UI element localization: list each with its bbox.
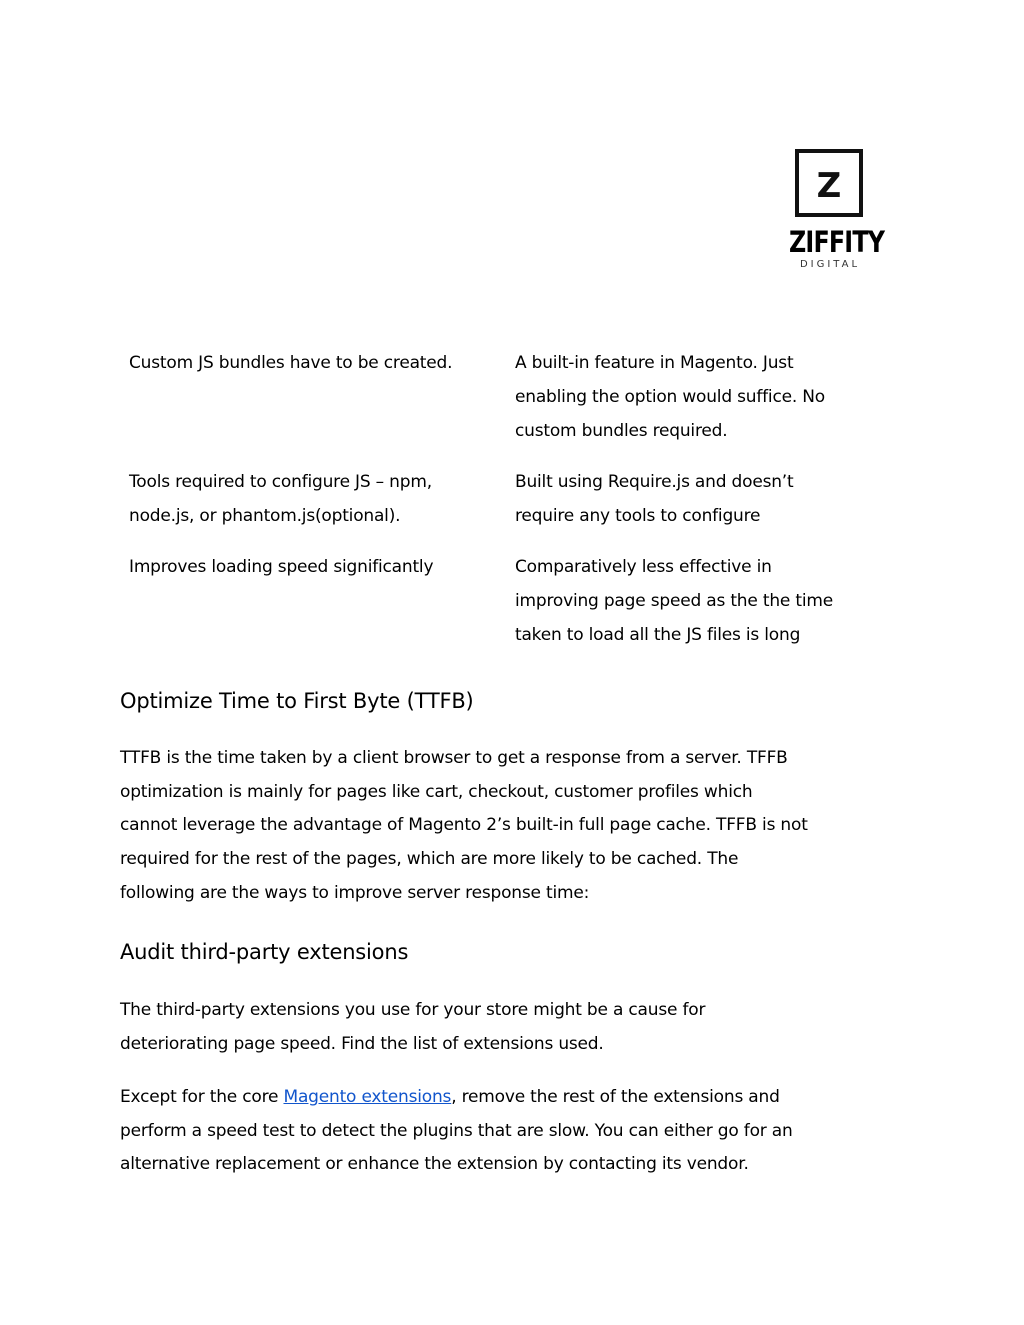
table-cell-right xyxy=(515,465,899,533)
cell-line: enabling the option would suffice. No xyxy=(515,387,825,407)
cell-line: custom bundles required. xyxy=(515,421,728,441)
comparison-table xyxy=(129,346,899,669)
logo-wordmark: ZIFFITY xyxy=(789,225,885,259)
cell-line: taken to load all the JS files is long xyxy=(515,625,801,645)
cell-line: Custom JS bundles have to be created. xyxy=(129,353,453,373)
cell-line: Improves loading speed significantly xyxy=(129,557,434,577)
text-prefix: Except for the core xyxy=(120,1087,284,1107)
logo-mark-letter: Z xyxy=(816,166,842,206)
text-suffix: , remove the rest of the extensions and xyxy=(451,1087,780,1107)
paragraph-line: TTFB is the time taken by a client browser to get a response from a server. TFFB xyxy=(120,748,788,768)
ziffity-logo xyxy=(780,148,885,272)
paragraph-line: The third-party extensions you use for your store might be a cause for xyxy=(120,1000,706,1020)
table-row xyxy=(129,346,899,448)
cell-line: require any tools to configure xyxy=(515,506,761,526)
table-cell-left xyxy=(129,346,515,448)
table-row xyxy=(129,465,899,533)
paragraph-audit-remove xyxy=(120,1081,910,1182)
paragraph-line: perform a speed test to detect the plugins that are slow. You can either go for an xyxy=(120,1120,793,1141)
paragraph-line: cannot leverage the advantage of Magento 2’s built-in full page cache. TFFB is not xyxy=(120,815,808,836)
logo-mark-icon xyxy=(780,148,880,224)
table-cell-left xyxy=(129,465,515,533)
cell-line: Tools required to configure JS – npm, xyxy=(129,472,432,492)
table-row xyxy=(129,550,899,652)
paragraph-line: following are the ways to improve server response time: xyxy=(120,882,590,903)
heading-ttfb: Optimize Time to First Byte (TTFB) xyxy=(120,689,474,713)
magento-extensions-link[interactable]: Magento extensions xyxy=(283,1087,452,1107)
table-cell-left xyxy=(129,550,515,652)
cell-line: Built using Require.js and doesn’t xyxy=(515,472,794,492)
paragraph-line: alternative replacement or enhance the extension by contacting its vendor. xyxy=(120,1154,749,1175)
paragraph-line: deteriorating page speed. Find the list of extensions used. xyxy=(120,1033,604,1054)
cell-line: node.js, or phantom.js(optional). xyxy=(129,506,401,526)
cell-line: A built-in feature in Magento. Just xyxy=(515,353,794,373)
heading-audit-extensions: Audit third-party extensions xyxy=(120,940,409,964)
paragraph-line: required for the rest of the pages, which are more likely to be cached. The xyxy=(120,849,739,870)
paragraph-line xyxy=(120,1081,910,1115)
logo-tagline: DIGITAL xyxy=(799,259,861,270)
table-cell-right xyxy=(515,550,899,652)
paragraph-line: optimization is mainly for pages like cart, checkout, customer profiles which xyxy=(120,781,753,802)
paragraph-audit-intro xyxy=(120,994,910,1061)
cell-line: Comparatively less effective in xyxy=(515,557,772,577)
table-cell-right xyxy=(515,346,899,448)
paragraph-ttfb xyxy=(120,742,910,911)
cell-line: improving page speed as the the time xyxy=(515,591,833,611)
